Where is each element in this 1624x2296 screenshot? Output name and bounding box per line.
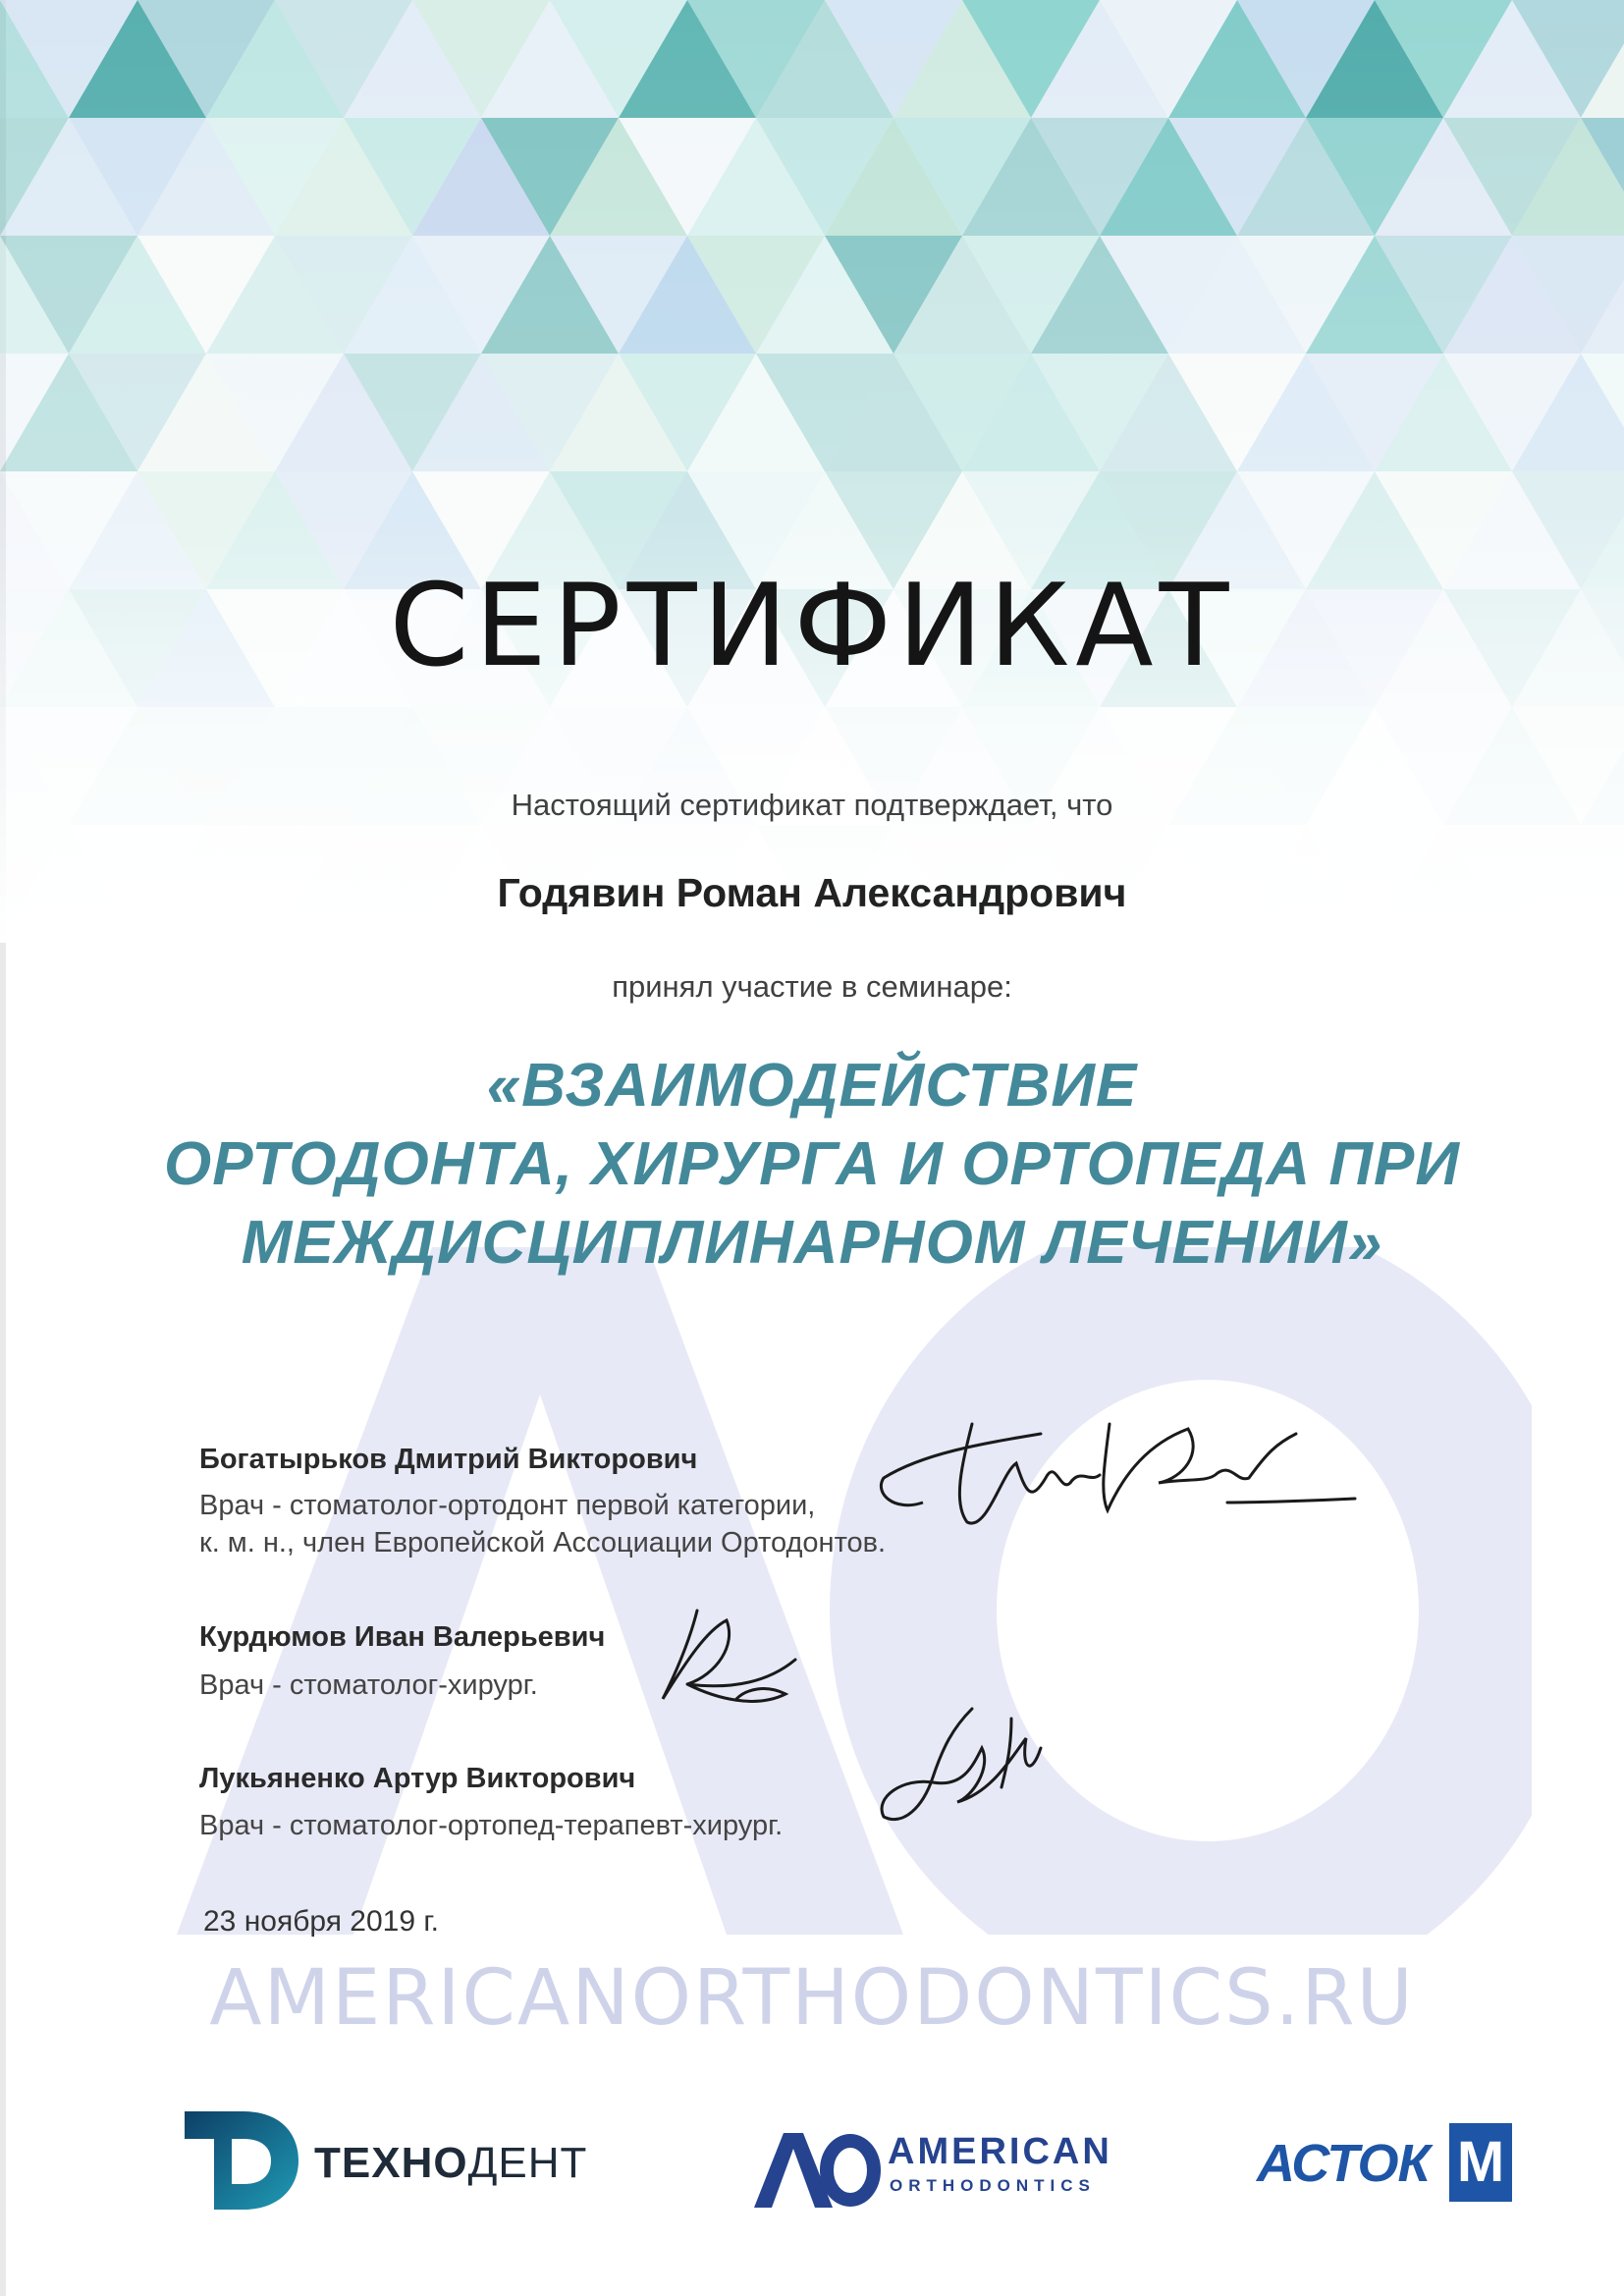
astok-m-letter: M <box>1456 2130 1505 2194</box>
signature-1 <box>864 1385 1375 1552</box>
website-url: AMERICANORTHODONTICS.RU <box>209 1954 1415 2043</box>
astok-logo <box>1257 2123 1532 2212</box>
signatory-1-role-line-1: Врач - стоматолог-ортодонт первой категории, <box>199 1490 816 1521</box>
signatory-3-role: Врач - стоматолог-ортопед-терапевт-хирург. <box>199 1810 784 1841</box>
technodent-wordmark: ТЕХНОДЕНТ <box>314 2139 588 2187</box>
ao-mark-icon <box>754 2131 882 2210</box>
recipient-name: Годявин Роман Александрович <box>497 870 1127 915</box>
signatory-2-name: Курдюмов Иван Валерьевич <box>199 1621 606 1653</box>
seminar-title-line-1: «ВЗАИМОДЕЙСТВИЕ <box>486 1052 1138 1120</box>
certificate-title: СЕРТИФИКАТ <box>389 560 1235 692</box>
signature-3 <box>864 1689 1060 1846</box>
american-orthodontics-logo <box>754 2131 1127 2210</box>
ao-word-american: AMERICAN <box>888 2131 1112 2172</box>
technodent-logo <box>185 2111 617 2210</box>
signatory-2-role: Врач - стоматолог-хирург. <box>199 1669 538 1701</box>
ao-word-orthodontics: ORTHODONTICS <box>890 2176 1096 2195</box>
signatory-1-name: Богатырьков Дмитрий Викторович <box>199 1444 698 1475</box>
participation-text: принял участие в семинаре: <box>612 969 1012 1004</box>
issue-date: 23 ноября 2019 г. <box>203 1905 439 1938</box>
technodent-d-icon <box>185 2111 298 2210</box>
seminar-title-line-2: ОРТОДОНТА, ХИРУРГА И ОРТОПЕДА ПРИ <box>164 1130 1460 1198</box>
signatory-1-role-line-2: к. м. н., член Европейской Ассоциации Ортодонтов. <box>199 1527 887 1558</box>
confirmation-text: Настоящий сертификат подтверждает, что <box>511 788 1113 822</box>
signature-2 <box>648 1591 825 1728</box>
astok-wordmark: АСТОК <box>1257 2134 1430 2193</box>
seminar-title-line-3: МЕЖДИСЦИПЛИНАРНОМ ЛЕЧЕНИИ» <box>241 1209 1383 1277</box>
signatory-3-name: Лукьяненко Артур Викторович <box>199 1763 636 1794</box>
